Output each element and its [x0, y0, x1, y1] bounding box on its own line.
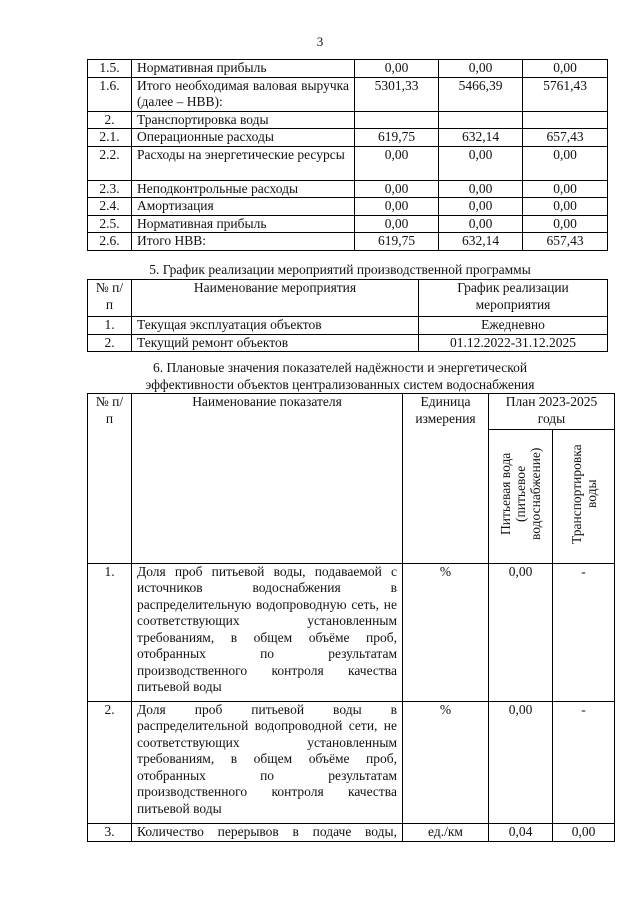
value-2023: 0,00 [355, 215, 439, 233]
row-name: Неподконтрольные расходы [132, 180, 355, 198]
row-number: 1.6. [88, 77, 132, 111]
value-2023: 5301,33 [355, 77, 439, 111]
table-row [88, 146, 608, 180]
section5-title: 5. График реализации мероприятий производственной программы [149, 262, 531, 277]
value-2024: 632,14 [439, 129, 523, 147]
value-2023: 0,00 [355, 146, 439, 180]
table-row [88, 111, 608, 129]
budget-table [87, 59, 608, 251]
value-2025 [523, 111, 608, 129]
row-number: 2.1. [88, 129, 132, 147]
value-2024: 632,14 [439, 233, 523, 251]
header-unit: Единица измерения [403, 394, 489, 564]
table-row [88, 180, 608, 198]
section6-title-line1: 6. Плановые значения показателей надёжности и энергетической [152, 360, 528, 375]
header-plan: План 2023-2025 годы [489, 394, 615, 430]
value-2024 [439, 111, 523, 129]
value-2023 [355, 111, 439, 129]
table-row: 2. Текущий ремонт объектов 01.12.2022-31.12.2025 [88, 334, 608, 352]
row-number: 2. [88, 111, 132, 129]
value-2024: 0,00 [439, 180, 523, 198]
row-number: 1.5. [88, 60, 132, 78]
row-name: Операционные расходы [132, 129, 355, 147]
value-2024: 0,00 [439, 146, 523, 180]
row-number: 2.3. [88, 180, 132, 198]
page-number: 3 [316, 34, 324, 49]
row-name: Транспортировка воды [132, 111, 355, 129]
value-2023: 619,75 [355, 233, 439, 251]
table-row: 3. Количество перерывов в подаче воды, ед./км 0,04 0,00 [88, 823, 615, 841]
header-schedule: График реализации мероприятия [419, 280, 608, 317]
value-2024: 0,00 [439, 60, 523, 78]
row-name: Амортизация [132, 198, 355, 216]
header-water-transport: Транспортировка воды [568, 444, 599, 544]
schedule-table [87, 279, 608, 352]
row-name: Нормативная прибыль [132, 215, 355, 233]
value-2023: 0,00 [355, 60, 439, 78]
value-2025: 0,00 [523, 198, 608, 216]
value-2024: 5466,39 [439, 77, 523, 111]
header-num: № п/п [88, 280, 132, 317]
table-row [88, 77, 608, 111]
value-2025: 657,43 [523, 129, 608, 147]
table-row [88, 60, 608, 78]
row-name: Расходы на энергетические ресурсы [132, 146, 355, 180]
table-row: 1. Текущая эксплуатация объектов Ежедневно [88, 317, 608, 335]
row-number: 2.2. [88, 146, 132, 180]
row-number: 2.4. [88, 198, 132, 216]
indicators-table [87, 393, 615, 842]
row-number: 2.5. [88, 215, 132, 233]
table-row [88, 129, 608, 147]
value-2025: 5761,43 [523, 77, 608, 111]
row-name: Итого необходимая валовая выручка (далее – НВВ): [132, 77, 355, 111]
value-2024: 0,00 [439, 198, 523, 216]
header-num: № п/п [88, 394, 132, 564]
value-2023: 619,75 [355, 129, 439, 147]
table-row [88, 233, 608, 251]
value-2023: 0,00 [355, 198, 439, 216]
value-2023: 0,00 [355, 180, 439, 198]
value-2025: 0,00 [523, 60, 608, 78]
value-2025: 0,00 [523, 180, 608, 198]
table-row [88, 215, 608, 233]
section6-title-line2: эффективности объектов централизованных систем водоснабжения [145, 377, 535, 392]
table-row: 1. Доля проб питьевой воды, подаваемой с источников водоснабжения в распределительную водопроводную сеть, не соответствующих установленным требованиям, в общем объёме проб, отобранных по результатам производственного контроля качества питьевой воды % 0,00 - [88, 563, 615, 701]
value-2025: 657,43 [523, 233, 608, 251]
header-drinking-water: Питьевая вода (питьевое водоснабжение) [498, 447, 543, 541]
value-2025: 0,00 [523, 146, 608, 180]
row-name: Нормативная прибыль [132, 60, 355, 78]
row-number: 2.6. [88, 233, 132, 251]
section6-title [90, 359, 590, 393]
value-2025: 0,00 [523, 215, 608, 233]
header-event-name: Наименование мероприятия [132, 280, 419, 317]
table-row [88, 198, 608, 216]
table-row: 2. Доля проб питьевой воды в распределительной водопроводной сети, не соответствующих установленным требованиям, в общем объёме проб, отобранных по результатам производственного контроля качества питьевой воды % 0,00 - [88, 701, 615, 823]
row-name: Итого НВВ: [132, 233, 355, 251]
header-indicator-name: Наименование показателя [132, 394, 403, 564]
value-2024: 0,00 [439, 215, 523, 233]
